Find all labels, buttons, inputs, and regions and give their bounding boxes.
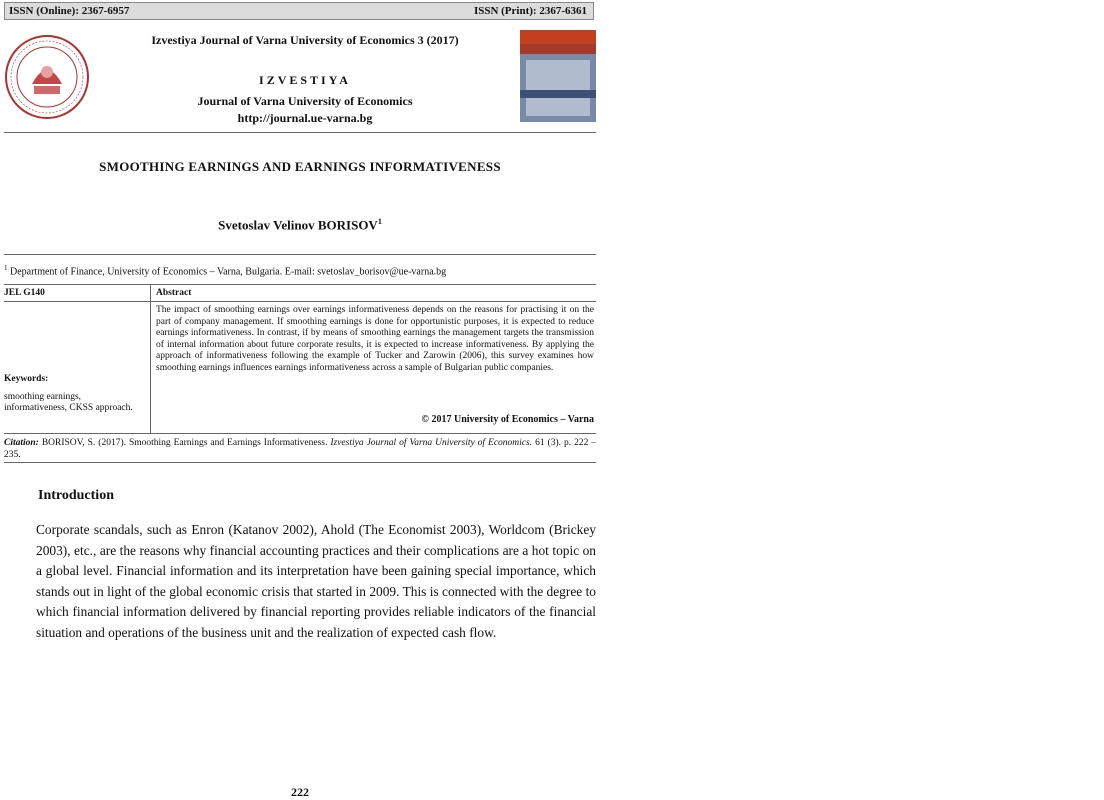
affiliation-footnote-mark: 1 (4, 264, 8, 272)
keywords-heading: Keywords: (4, 374, 49, 384)
header-rule (4, 132, 596, 133)
affiliation-text: Department of Finance, University of Economics – Varna, Bulgaria. E-mail: svetoslav_borisov@ue-varna.bg (10, 266, 447, 278)
keywords-text: smoothing earnings, informativeness, CKSS approach. (4, 392, 133, 413)
abstract-text: The impact of smoothing earnings over earnings informativeness depends on the reasons for practising it on the part of company management. If smoothing earnings is done for opportunistic purposes, it is expected to reduce earnings informativeness. In contrast, if by means of smoothing earnings the management targets the transmission of internal information about future corporate results, it is expected to increase informativeness. By applying the approach of informativeness following the example of Tucker and Zarowin (2006), this survey examines how smoothing earnings influences earnings informativeness across a sample of Bulgarian public companies. (156, 305, 594, 373)
issn-online: ISSN (Online): 2367-6957 (9, 5, 130, 17)
university-seal-logo (4, 34, 90, 120)
introduction-paragraph: Corporate scandals, such as Enron (Katanov 2002), Ahold (The Economist 2003), Worldcom (Brickey 2003), etc., are the reasons why financial accounting practices and their complications are a hot topic on a global level. Financial information and its interpretation have been gaining special importance, which stands out in light of the global economic crisis that started in 2009. This is connected with the degree to which financial information delivered by financial reporting provides reliable indicators of the financial situation and operations of the business unit and the realization of expected cash flow. (36, 522, 596, 640)
author-name: Svetoslav Velinov BORISOV (218, 217, 378, 233)
author-footnote-mark: 1 (377, 217, 382, 226)
author (10, 217, 590, 233)
abstract-heading-rule (4, 301, 596, 302)
citation-journal: Izvestiya Journal of Varna University of Economics. (330, 438, 533, 448)
journal-cover-thumbnail (520, 30, 841, 122)
author-rule (4, 254, 596, 255)
abstract-divider (150, 284, 151, 433)
journal-short-name: IZVESTIYA (259, 73, 351, 87)
cover-title: IZVESTIYA (787, 32, 841, 41)
issn-bar (4, 2, 594, 20)
affiliation (4, 264, 596, 277)
abstract-top-rule (4, 284, 596, 285)
citation-top-rule (4, 433, 596, 434)
journal-issue: Izvestiya Journal of Varna University of Economics 3 (2017) (151, 33, 459, 47)
page-number: 222 (291, 785, 309, 799)
copyright: © 2017 University of Economics – Varna (421, 414, 594, 425)
jel-code: JEL G140 (4, 288, 45, 298)
journal-name: Journal of Varna University of Economics (197, 94, 413, 108)
journal-url[interactable]: http://journal.ue-varna.bg (237, 111, 373, 125)
issn-print: ISSN (Print): 2367-6361 (473, 5, 587, 17)
citation-label: Citation: (4, 438, 39, 448)
citation-tail: 61 (3). p. 222 – 235. (4, 438, 597, 460)
citation-bottom-rule (4, 462, 596, 463)
abstract-heading: Abstract (156, 288, 192, 298)
citation-text: BORISOV, S. (2017). Smoothing Earnings and Earnings Informativeness. (41, 438, 328, 448)
introduction-heading: Introduction (38, 488, 114, 503)
citation (4, 437, 596, 461)
article-title: SMOOTHING EARNINGS AND EARNINGS INFORMATIVENESS (99, 159, 501, 174)
